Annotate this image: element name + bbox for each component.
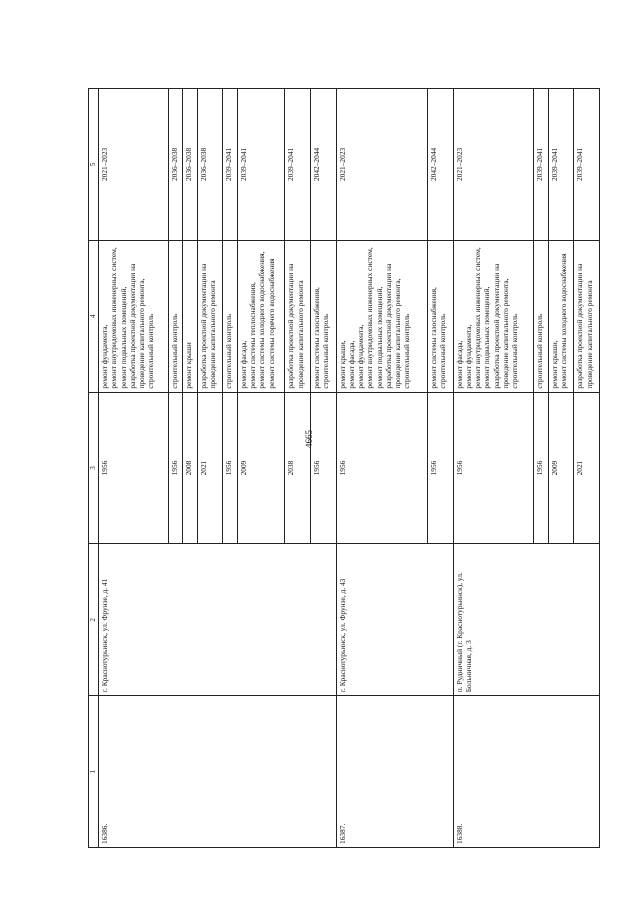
page-number: 4665 <box>304 430 314 448</box>
works-cell <box>285 240 311 392</box>
header-col-3: 3 <box>89 392 99 544</box>
work-line: строительный контроль <box>146 313 156 389</box>
work-line: разработка проектной документации на <box>127 263 137 389</box>
period-cell: 2039–2041 <box>285 89 311 241</box>
table-body <box>99 89 600 848</box>
works-cell <box>197 240 223 392</box>
period-cell: 2021–2023 <box>336 89 428 241</box>
repair-schedule-table <box>88 88 600 848</box>
year-cell: 2008 <box>183 392 198 544</box>
object-number-cell: 16388. <box>453 696 599 848</box>
works-cell <box>548 240 574 392</box>
works-cell <box>534 240 549 392</box>
work-line: ремонт фасада, <box>238 340 248 389</box>
period-cell: 2039–2041 <box>574 89 600 241</box>
work-line: ремонт внутридомовых инженерных систем, <box>109 247 119 389</box>
header-col-1: 1 <box>89 696 99 848</box>
works-cell <box>99 240 169 392</box>
work-line: ремонт фундамента, <box>356 324 365 389</box>
works-cell <box>223 240 238 392</box>
works-cell <box>336 240 428 392</box>
address-cell: г. Краснотурьинск, ул. Фрунзе, д. 41 <box>99 544 337 696</box>
work-line: строительный контроль <box>321 313 331 389</box>
work-line: ремонт внутридомовых инженерных систем, <box>473 247 483 389</box>
year-cell: 1956 <box>310 392 336 544</box>
work-line: строительный контроль <box>402 313 412 389</box>
work-line: ремонт фасада, <box>454 340 464 389</box>
period-cell: 2042–2044 <box>310 89 336 241</box>
works-cell <box>310 240 336 392</box>
work-line: строительный контроль <box>169 313 179 389</box>
work-line: проведение капитального ремонта <box>207 280 217 389</box>
table-row <box>336 89 428 848</box>
rotated-table-wrapper <box>88 88 600 848</box>
object-number-cell: 16387. <box>336 696 453 848</box>
work-line: ремонт системы теплоснабжения, <box>248 282 258 389</box>
work-line: ремонт фундамента, <box>463 324 473 389</box>
work-line: ремонт внутридомовых инженерных систем, <box>365 247 375 389</box>
year-cell: 1956 <box>99 392 169 544</box>
work-line: строительный контроль <box>438 313 448 389</box>
period-cell: 2021–2023 <box>99 89 169 241</box>
year-cell: 1956 <box>336 392 428 544</box>
year-cell: 2009 <box>548 392 574 544</box>
work-line: проведение капитального ремонта, <box>500 278 510 389</box>
work-line: разработка проектной документации на <box>491 263 501 389</box>
work-line: проведение капитального ремонта <box>584 280 594 389</box>
year-cell: 1956 <box>534 392 549 544</box>
work-line: проведение капитального ремонта <box>295 280 305 389</box>
work-line: ремонт крыши, <box>549 340 559 389</box>
works-cell <box>428 240 454 392</box>
work-line: разработка проектной документации на <box>575 263 585 389</box>
work-line: ремонт фундамента, <box>100 324 109 389</box>
work-line: разработка проектной документации на <box>286 263 296 389</box>
period-cell: 2039–2041 <box>237 89 285 241</box>
year-cell: 2021 <box>197 392 223 544</box>
work-line: ремонт крыши, <box>337 340 347 389</box>
works-cell <box>183 240 198 392</box>
address-cell: г. Краснотурьинск, ул. Фрунзе, д. 43 <box>336 544 453 696</box>
work-line: ремонт системы газоснабжения, <box>311 287 321 389</box>
object-number-cell: 16386. <box>99 696 337 848</box>
year-cell: 2038 <box>285 392 311 544</box>
work-line: проведение капитального ремонта, <box>393 278 402 389</box>
year-cell: 1956 <box>453 392 534 544</box>
work-line: разработка проектной документации на <box>383 263 393 389</box>
period-cell: 2036–2038 <box>183 89 198 241</box>
year-cell: 2021 <box>574 392 600 544</box>
work-line: ремонт системы горячего водоснабжения <box>266 258 276 389</box>
table-row <box>453 89 534 848</box>
work-line: строительный контроль <box>510 313 520 389</box>
header-row <box>89 89 99 848</box>
table-row <box>99 89 169 848</box>
work-line: ремонт системы холодного водоснабжения, <box>257 251 267 389</box>
works-cell <box>574 240 600 392</box>
work-line: ремонт подвальных помещений, <box>374 286 384 389</box>
work-line: ремонт системы холодного водоснабжения <box>559 253 568 389</box>
work-line: ремонт подвальных помещений, <box>482 286 492 389</box>
period-cell: 2039–2041 <box>223 89 238 241</box>
work-line: ремонт крыши <box>184 342 194 389</box>
work-line: ремонт подвальных помещений, <box>118 286 128 389</box>
period-cell: 2021–2023 <box>453 89 534 241</box>
work-line: строительный контроль <box>535 313 545 389</box>
works-cell <box>168 240 183 392</box>
year-cell: 1956 <box>223 392 238 544</box>
period-cell: 2039–2041 <box>548 89 574 241</box>
header-col-2: 2 <box>89 544 99 696</box>
works-cell <box>237 240 285 392</box>
year-cell: 1956 <box>428 392 454 544</box>
header-col-5: 5 <box>89 89 99 241</box>
period-cell: 2036–2038 <box>168 89 183 241</box>
works-cell <box>453 240 534 392</box>
address-cell: п. Рудничный (г. Краснотурьинск), ул. Больничная, д. 3 <box>453 544 599 696</box>
header-col-4: 4 <box>89 240 99 392</box>
year-cell: 1956 <box>168 392 183 544</box>
work-line: проведение капитального ремонта, <box>137 278 146 389</box>
work-line: разработка проектной документации на <box>198 263 208 389</box>
work-line: ремонт фасада, <box>346 340 356 389</box>
period-cell: 2036–2038 <box>197 89 223 241</box>
work-line: ремонт системы газоснабжения, <box>429 287 439 389</box>
work-line: строительный контроль <box>224 313 234 389</box>
period-cell: 2039–2041 <box>534 89 549 241</box>
period-cell: 2042–2044 <box>428 89 454 241</box>
year-cell: 2009 <box>237 392 285 544</box>
